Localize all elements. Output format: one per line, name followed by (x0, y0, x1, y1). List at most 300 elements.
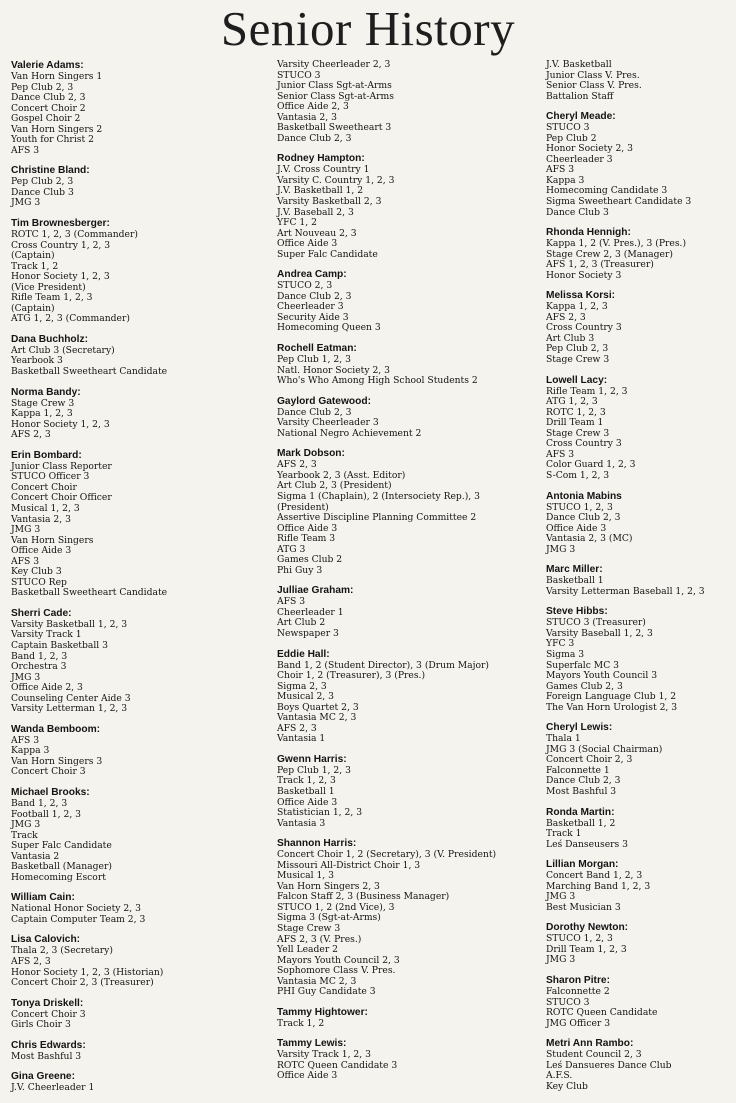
senior-name: Steve Hibbs: (546, 606, 608, 618)
activity-line: Choir 1, 2 (Treasurer), 3 (Pres.) (277, 670, 426, 682)
activity-line: Most Bashful 3 (11, 1050, 82, 1062)
activity-line: Stage Crew 3 (546, 354, 610, 366)
activity-line: J.V. Basketball 1, 2 (277, 185, 364, 197)
senior-name: Mark Dobson: (277, 448, 345, 460)
activity-line: Honor Society 1, 2, 3 (Historian) (11, 966, 164, 978)
activity-line: Yearbook 2, 3 (Asst. Editor) (277, 469, 406, 481)
senior-name: Sherri Cade: (11, 607, 72, 619)
senior-name: Metri Ann Rambo: (546, 1038, 634, 1050)
activity-line: Vantasia MC 2, 3 (277, 712, 357, 724)
senior-name: Gina Greene: (11, 1071, 75, 1083)
activity-line: AFS 3 (11, 555, 40, 567)
activity-line: Basketball 1 (277, 785, 335, 797)
activity-line: Most Bashful 3 (546, 785, 617, 797)
activity-line: Cross Country 1, 2, 3 (11, 239, 111, 251)
activity-line: Games Club 2, 3 (546, 680, 623, 692)
activity-line: Art Club 3 (Secretary) (11, 344, 115, 356)
activity-line: AFS 2, 3 (277, 722, 317, 734)
senior-name: Lillian Morgan: (546, 859, 619, 871)
activity-line: Van Horn Singers (11, 534, 94, 546)
activity-line: Track 1 (546, 828, 582, 840)
activity-line: ROTC 1, 2, 3 (Commander) (11, 229, 138, 241)
activity-line: Junior Class Reporter (11, 460, 112, 472)
activity-line: ROTC 1, 2, 3 (546, 406, 606, 418)
activity-line: Yearbook 3 (11, 355, 63, 367)
activity-line: JMG 3 (Social Chairman) (546, 743, 663, 755)
senior-name: Antonia Mabins (546, 490, 622, 502)
activity-line: Kappa 3 (11, 745, 50, 757)
activity-line: Track 1, 2, 3 (277, 775, 336, 787)
activity-line: Captain Basketball 3 (11, 639, 108, 651)
activity-line: STUCO 2, 3 (277, 280, 333, 292)
activity-line: Thala 2, 3 (Secretary) (11, 945, 113, 957)
senior-entry (11, 934, 266, 988)
senior-entry (546, 859, 732, 913)
activity-line: Stage Crew 3 (11, 397, 75, 409)
senior-name: Erin Bombard: (11, 449, 82, 461)
activity-line: AFS 3 (277, 596, 306, 608)
senior-entry (546, 60, 732, 102)
senior-entry (546, 375, 732, 482)
activity-line: Junior Class V. Pres. (546, 69, 640, 81)
activity-line: J.V. Basketball (546, 59, 612, 70)
activity-line: STUCO 3 (546, 996, 590, 1008)
activity-line: Vantasia 2, 3 (11, 513, 71, 525)
activity-line: Sophomore Class V. Pres. (277, 965, 396, 977)
activity-line: Basketball 1, 2 (546, 817, 616, 829)
activity-line: Track (11, 829, 38, 841)
activity-line: Band 1, 2, 3 (11, 797, 68, 809)
activity-line: Senior Class Sgt-at-Arms (277, 90, 394, 102)
activity-line: Games Club 2 (277, 554, 343, 566)
activity-line: Basketball (Manager) (11, 861, 112, 873)
activity-line: National Honor Society 2, 3 (11, 903, 141, 915)
senior-name: Shannon Harris: (277, 838, 357, 850)
activity-line: Rifle Team 1, 2, 3 (11, 292, 93, 304)
activity-line: AFS 2, 3 (V. Pres.) (277, 933, 362, 945)
activity-line: STUCO Officer 3 (11, 471, 90, 483)
senior-name: Lowell Lacy: (546, 374, 608, 386)
activity-line: Concert Choir Officer (11, 492, 112, 504)
activity-line: STUCO 3 (546, 122, 590, 134)
activity-line: Rifle Team 3 (277, 533, 336, 545)
activity-line: STUCO 3 (277, 69, 321, 81)
activity-line: AFS 3 (11, 734, 40, 746)
activity-line: J.V. Baseball 2, 3 (277, 206, 354, 218)
senior-entry (546, 290, 732, 365)
activity-line: Cross Country 3 (546, 438, 622, 450)
activity-line: Super Falc Candidate (11, 840, 112, 852)
activity-line: Office Aide 2, 3 (277, 101, 349, 113)
activity-line: Dance Club 2, 3 (277, 132, 352, 144)
column-3 (546, 60, 732, 1101)
activity-line: Football 1, 2, 3 (11, 808, 82, 820)
activity-line: Pep Club 1, 2, 3 (277, 764, 351, 776)
senior-name: Sharon Pitre: (546, 975, 610, 986)
senior-name: William Cain: (11, 892, 75, 904)
activity-line: Vantasia 1 (277, 733, 326, 745)
activity-line: A.F.S. (546, 1070, 573, 1082)
activity-line: Key Club (546, 1080, 588, 1092)
activity-line: STUCO Rep (11, 576, 67, 588)
activity-line: Band 1, 2 (Student Director), 3 (Drum Major) (277, 659, 489, 671)
activity-line: Musical 1, 3 (277, 870, 334, 882)
activity-line: Varsity Basketball 1, 2, 3 (11, 618, 128, 630)
activity-line: Dance Club 2, 3 (277, 290, 352, 302)
senior-name: Rhonda Hennigh: (546, 227, 631, 239)
senior-entry (277, 448, 539, 576)
activity-line: STUCO 1, 2, 3 (546, 933, 613, 945)
senior-name: Michael Brooks: (11, 786, 90, 798)
activity-line: Van Horn Singers 3 (11, 755, 103, 767)
activity-line: Office Aide 3 (277, 522, 338, 534)
senior-name: Dorothy Newton: (546, 922, 629, 934)
activity-line: Stage Crew 2, 3 (Manager) (546, 248, 673, 260)
senior-name: Tammy Hightower: (277, 1006, 368, 1018)
activity-line: Vantasia 2, 3 (277, 111, 337, 123)
activity-line: Basketball 1 (546, 575, 604, 587)
activity-line: Concert Band 1, 2, 3 (546, 870, 643, 882)
activity-line: Vantasia 3 (277, 817, 326, 829)
senior-name: Valerie Adams: (11, 60, 84, 71)
senior-entry (11, 387, 266, 441)
activity-line: Dance Club 3 (546, 206, 609, 218)
activity-line: Office Aide 3 (11, 545, 72, 557)
activity-line: Varsity Cheerleader 3 (277, 417, 379, 429)
senior-name: Melissa Korsi: (546, 290, 616, 302)
activity-line: Varsity Track 1, 2, 3 (277, 1049, 371, 1061)
activity-line: Key Club 3 (11, 566, 62, 578)
senior-entry (546, 922, 732, 966)
activity-line: Cheerleader 3 (546, 153, 613, 165)
activity-line: Honor Society 1, 2, 3 (11, 418, 110, 430)
activity-line: Pep Club 2, 3 (11, 81, 74, 93)
activity-line: Falcon Staff 2, 3 (Business Manager) (277, 891, 450, 903)
activity-line: Concert Choir 2, 3 (Treasurer) (11, 977, 154, 989)
activity-line: Musical 1, 2, 3 (11, 502, 80, 514)
senior-entry (277, 60, 539, 144)
activity-line: Office Aide 3 (546, 522, 607, 534)
activity-line: Yell Leader 2 (277, 944, 338, 956)
senior-name: Marc Miller: (546, 564, 603, 576)
senior-name: Cheryl Meade: (546, 111, 616, 123)
activity-line: Phi Guy 3 (277, 564, 323, 576)
senior-name: Julliae Graham: (277, 585, 354, 597)
activity-line: Stage Crew 3 (546, 427, 610, 439)
senior-entry (277, 754, 539, 829)
activity-line: ATG 1, 2, 3 (Commander) (11, 313, 130, 325)
activity-line: Foreign Language Club 1, 2 (546, 691, 677, 703)
activity-line: Varsity Basketball 2, 3 (277, 196, 382, 208)
senior-entry (11, 998, 266, 1031)
activity-line: Sigma 2, 3 (277, 680, 327, 692)
senior-entry (277, 838, 539, 998)
activity-line: YFC 3 (546, 638, 575, 650)
senior-name: Chris Edwards: (11, 1039, 86, 1051)
activity-line: (Captain) (11, 250, 55, 262)
activity-line: Cheerleader 1 (277, 606, 344, 618)
activity-line: Pep Club 1, 2, 3 (277, 354, 351, 366)
activity-line: Stage Crew 3 (277, 923, 341, 934)
activity-line: Office Aide 3 (277, 796, 338, 808)
activity-line: Kappa 3 (546, 174, 585, 186)
senior-entry (277, 269, 539, 334)
activity-line: Vantasia 2 (11, 850, 60, 862)
senior-entry (11, 608, 266, 715)
activity-line: ROTC Queen Candidate (546, 1007, 658, 1019)
activity-line: Kappa 1, 2 (V. Pres.), 3 (Pres.) (546, 238, 687, 250)
activity-line: Pep Club 2, 3 (546, 343, 609, 355)
activity-line: Homecoming Escort (11, 871, 106, 883)
activity-line: STUCO 3 (Treasurer) (546, 617, 646, 629)
activity-line: Thala 1 (546, 733, 581, 745)
activity-line: Counseling Center Aide 3 (11, 692, 131, 704)
column-1 (11, 60, 266, 1103)
activity-line: Statistician 1, 2, 3 (277, 807, 363, 819)
senior-entry (11, 1040, 266, 1063)
activity-line: Office Aide 3 (277, 1070, 338, 1082)
activity-line: JMG 3 (546, 891, 576, 903)
activity-line: STUCO 1, 2 (2nd Vice), 3 (277, 901, 395, 913)
activity-line: Art Nouveau 2, 3 (277, 227, 357, 239)
senior-entry (546, 606, 732, 713)
activity-line: Art Club 2, 3 (President) (277, 480, 392, 492)
activity-line: Concert Choir (11, 481, 77, 493)
activity-line: Rifle Team 1, 2, 3 (546, 385, 628, 397)
senior-entry (11, 450, 266, 599)
activity-line: Track 1, 2 (277, 1017, 325, 1029)
activity-line: Leś Dansueres Dance Club (546, 1059, 672, 1071)
activity-line: Kappa 1, 2, 3 (546, 301, 608, 313)
activity-line: Assertive Discipline Planning Committee 2 (277, 512, 477, 524)
activity-line: ATG 1, 2, 3 (546, 396, 598, 408)
activity-line: Basketball Sweetheart Candidate (11, 587, 168, 599)
senior-entry (277, 396, 539, 440)
activity-line: JMG Officer 3 (546, 1017, 611, 1029)
senior-name: Tim Brownesberger: (11, 218, 110, 230)
senior-name: Norma Bandy: (11, 386, 81, 398)
senior-entry (546, 491, 732, 556)
activity-line: Varsity Track 1 (11, 629, 82, 641)
senior-name: Andrea Camp: (277, 269, 347, 281)
activity-line: Van Horn Singers 1 (11, 71, 103, 82)
activity-line: Concert Choir 3 (11, 1008, 86, 1020)
activity-line: Mayors Youth Council 2, 3 (277, 954, 400, 966)
activity-line: AFS 3 (546, 164, 575, 176)
activity-line: Mayors Youth Council 3 (546, 670, 658, 682)
activity-line: Sigma Sweetheart Candidate 3 (546, 196, 692, 208)
senior-entry (11, 1071, 266, 1094)
senior-name: Christine Bland: (11, 165, 90, 177)
activity-line: Best Musician 3 (546, 901, 621, 913)
senior-entry (546, 564, 732, 597)
senior-entry (11, 60, 266, 156)
activity-line: JMG 3 (546, 954, 576, 966)
activity-line: Art Club 2 (277, 617, 326, 629)
activity-line: Pep Club 2 (546, 132, 597, 144)
activity-line: (Vice President) (11, 281, 86, 293)
activity-line: Concert Choir 2, 3 (546, 754, 633, 766)
activity-line: YFC 1, 2 (277, 217, 317, 229)
activity-line: (Captain) (11, 302, 55, 314)
activity-line: S-Com 1, 2, 3 (546, 469, 610, 481)
activity-line: Student Council 2, 3 (546, 1049, 642, 1061)
activity-line: (President) (277, 501, 329, 513)
activity-line: Art Club 3 (546, 332, 595, 344)
activity-line: AFS 2, 3 (11, 429, 51, 441)
activity-line: Van Horn Singers 2 (11, 123, 103, 135)
senior-entry (11, 334, 266, 378)
page-title: Senior History (220, 1, 516, 56)
activity-line: Cheerleader 3 (277, 301, 344, 313)
activity-line: Varsity C. Country 1, 2, 3 (277, 174, 395, 186)
activity-line: Orchestra 3 (11, 661, 67, 673)
activity-line: Kappa 1, 2, 3 (11, 408, 73, 420)
senior-name: Eddie Hall: (277, 648, 330, 660)
activity-line: JMG 3 (11, 671, 41, 683)
senior-entry (11, 892, 266, 925)
senior-name: Gaylord Gatewood: (277, 395, 371, 407)
senior-name: Ronda Martin: (546, 806, 615, 818)
activity-line: JMG 3 (546, 543, 576, 555)
activity-line: Missouri All-District Choir 1, 3 (277, 859, 421, 871)
activity-line: Security Aide 3 (277, 311, 349, 323)
senior-entry (11, 165, 266, 209)
activity-line: Dance Club 2, 3 (546, 512, 621, 524)
activity-line: Office Aide 2, 3 (11, 682, 83, 694)
senior-entry (277, 649, 539, 745)
senior-name: Rodney Hampton: (277, 153, 365, 165)
activity-line: JMG 3 (11, 524, 41, 536)
activity-line: Leś Danseusers 3 (546, 838, 629, 850)
senior-entry (277, 585, 539, 639)
activity-line: AFS 1, 2, 3 (Treasurer) (546, 259, 654, 271)
senior-entry (546, 111, 732, 218)
activity-line: J.V. Cheerleader 1 (11, 1082, 95, 1094)
activity-line: Dance Club 3 (11, 186, 74, 198)
activity-line: National Negro Achievement 2 (277, 427, 422, 439)
senior-name: Rochell Eatman: (277, 343, 357, 355)
activity-line: Honor Society 3 (546, 269, 622, 281)
activity-line: Dance Club 2, 3 (11, 92, 86, 104)
activity-line: Concert Choir 2 (11, 102, 86, 114)
activity-line: Marching Band 1, 2, 3 (546, 880, 651, 892)
senior-name: Lisa Calovich: (11, 934, 81, 946)
activity-line: J.V. Cross Country 1 (277, 164, 370, 176)
activity-line: Girls Choir 3 (11, 1019, 71, 1031)
senior-entry (277, 153, 539, 260)
senior-entry (546, 722, 732, 797)
activity-line: Junior Class Sgt-at-Arms (277, 80, 392, 92)
activity-line: Dance Club 2, 3 (277, 406, 352, 418)
senior-entry (546, 1038, 732, 1092)
activity-line: Falconnette 1 (546, 764, 610, 776)
activity-line: Newspaper 3 (277, 627, 339, 639)
senior-name: Cheryl Lewis: (546, 722, 613, 734)
activity-line: ROTC Queen Candidate 3 (277, 1059, 398, 1071)
activity-line: Youth for Christ 2 (11, 134, 94, 146)
activity-line: Basketball Sweetheart 3 (277, 122, 392, 134)
activity-line: Track 1, 2 (11, 260, 59, 272)
activity-line: Vantasia MC 2, 3 (277, 975, 357, 987)
activity-line: Senior Class V. Pres. (546, 80, 642, 92)
activity-line: AFS 3 (546, 448, 575, 460)
activity-line: Varsity Baseball 1, 2, 3 (546, 627, 653, 639)
activity-line: Van Horn Singers 2, 3 (277, 880, 380, 892)
senior-entry (546, 227, 732, 281)
senior-entry (546, 807, 732, 851)
activity-line: Sigma 3 (Sgt-at-Arms) (277, 912, 381, 924)
activity-line: Concert Choir 3 (11, 766, 86, 778)
senior-entry (11, 724, 266, 778)
activity-line: JMG 3 (11, 197, 41, 209)
senior-name: Tonya Driskell: (11, 997, 84, 1009)
activity-line: The Van Horn Urologist 2, 3 (546, 701, 678, 713)
senior-entry (277, 1038, 539, 1082)
senior-entry (11, 218, 266, 325)
senior-entry (11, 787, 266, 883)
activity-line: Boys Quartet 2, 3 (277, 701, 359, 713)
activity-line: Natl. Honor Society 2, 3 (277, 364, 390, 376)
activity-line: AFS 2, 3 (11, 956, 51, 967)
senior-name: Tammy Lewis: (277, 1038, 347, 1050)
activity-line: Dance Club 2, 3 (546, 775, 621, 787)
activity-line: Who's Who Among High School Students 2 (277, 375, 478, 387)
activity-line: Musical 2, 3 (277, 691, 334, 703)
activity-line: AFS 2, 3 (546, 311, 586, 323)
senior-name: Dana Buchholz: (11, 333, 88, 345)
activity-line: Pep Club 2, 3 (11, 176, 74, 188)
activity-line: PHI Guy Candidate 3 (277, 986, 376, 998)
activity-line: STUCO 1, 2, 3 (546, 501, 613, 513)
column-2 (277, 60, 539, 1091)
activity-line: Color Guard 1, 2, 3 (546, 459, 636, 471)
activity-line: AFS 3 (11, 144, 40, 156)
activity-line: Drill Team 1 (546, 417, 604, 429)
activity-line: Honor Society 1, 2, 3 (11, 271, 110, 283)
senior-entry (546, 975, 732, 1029)
activity-line: Superfalc MC 3 (546, 659, 620, 671)
senior-name: Gwenn Harris: (277, 753, 347, 765)
senior-entry (277, 343, 539, 387)
activity-line: Homecoming Queen 3 (277, 322, 381, 334)
activity-line: AFS 2, 3 (277, 459, 317, 471)
activity-line: Sigma 1 (Chaplain), 2 (Intersociety Rep.), 3 (277, 490, 480, 502)
activity-line: Varsity Letterman Baseball 1, 2, 3 (546, 585, 705, 597)
activity-line: Super Falc Candidate (277, 248, 378, 260)
activity-line: Homecoming Candidate 3 (546, 185, 668, 197)
activity-line: Basketball Sweetheart Candidate (11, 366, 168, 378)
activity-line: Drill Team 1, 2, 3 (546, 943, 627, 955)
activity-line: Battalion Staff (546, 90, 614, 102)
activity-line: Cross Country 3 (546, 322, 622, 334)
activity-line: Office Aide 3 (277, 238, 338, 250)
senior-entry (277, 1007, 539, 1030)
activity-line: Varsity Letterman 1, 2, 3 (11, 703, 128, 715)
activity-line: Band 1, 2, 3 (11, 650, 68, 662)
activity-line: Concert Choir 1, 2 (Secretary), 3 (V. President) (277, 849, 497, 861)
senior-name: Wanda Bemboom: (11, 723, 101, 735)
activity-line: Falconnette 2 (546, 986, 610, 997)
activity-line: JMG 3 (11, 819, 41, 831)
activity-line: Gospel Choir 2 (11, 113, 81, 125)
activity-line: Varsity Cheerleader 2, 3 (277, 59, 391, 70)
activity-line: Honor Society 2, 3 (546, 143, 633, 155)
activity-line: Vantasia 2, 3 (MC) (546, 533, 633, 545)
activity-line: Captain Computer Team 2, 3 (11, 913, 146, 925)
activity-line: Sigma 3 (546, 648, 585, 660)
activity-line: ATG 3 (277, 543, 306, 555)
